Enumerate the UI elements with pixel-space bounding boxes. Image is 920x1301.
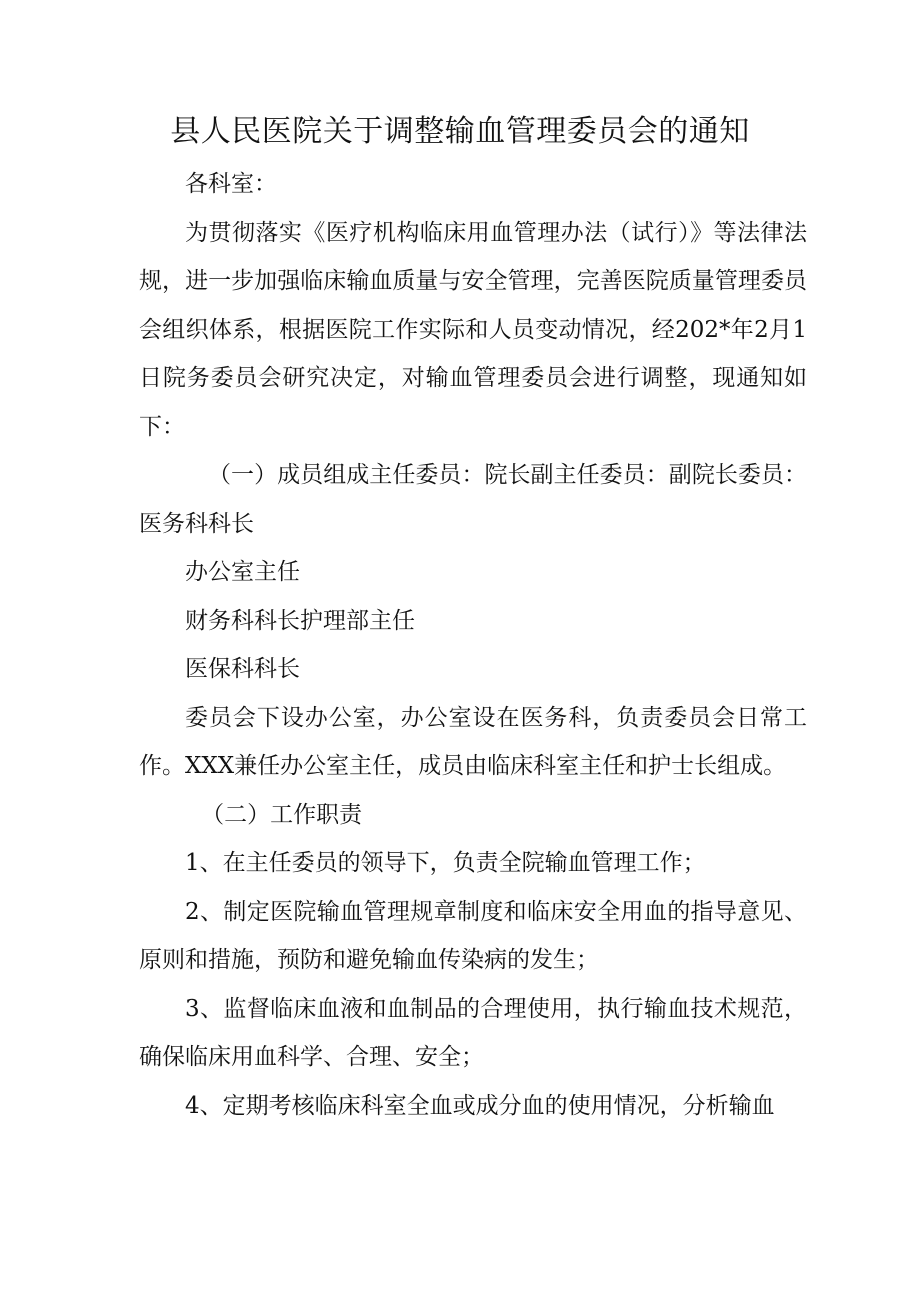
- duty-item: 2、制定医院输血管理规章制度和临床安全用血的指导意见、原则和措施，预防和避免输血传染病的发生；: [139, 898, 807, 973]
- duty-item: 1、在主任委员的领导下，负责全院输血管理工作；: [185, 850, 706, 876]
- section-1-heading: （一）成员组成主任委员：院长副主任委员：副院长委员：医务科科长: [139, 462, 807, 537]
- office-note-paragraph: 委员会下设办公室，办公室设在医务科，负责委员会日常工作。XXX兼任办公室主任，成员由临床科室主任和护士长组成。: [139, 704, 807, 779]
- member-item: 医保科科长: [185, 656, 300, 682]
- document-body: [139, 160, 807, 1130]
- section-2-heading: （二）工作职责: [201, 801, 363, 828]
- duty-item: 3、监督临床血液和血制品的合理使用，执行输血技术规范，确保临床用血科学、合理、安全；: [139, 995, 807, 1070]
- member-item: 办公室主任: [185, 559, 300, 585]
- duty-item: 4、定期考核临床科室全血或成分血的使用情况，分析输血: [185, 1092, 775, 1119]
- intro-paragraph: 为贯彻落实《医疗机构临床用血管理办法（试行）》等法律法规，进一步加强临床输血质量与安全管理，完善医院质量管理委员会组织体系，根据医院工作实际和人员变动情况，经202*年2月1日院务委员会研究决定，对输血管理委员会进行调整，现通知如下：: [139, 219, 807, 440]
- document-title: 县人民医院关于调整输血管理委员会的通知: [170, 114, 750, 149]
- member-item: 财务科科长护理部主任: [185, 607, 415, 634]
- salutation: 各科室：: [185, 171, 277, 197]
